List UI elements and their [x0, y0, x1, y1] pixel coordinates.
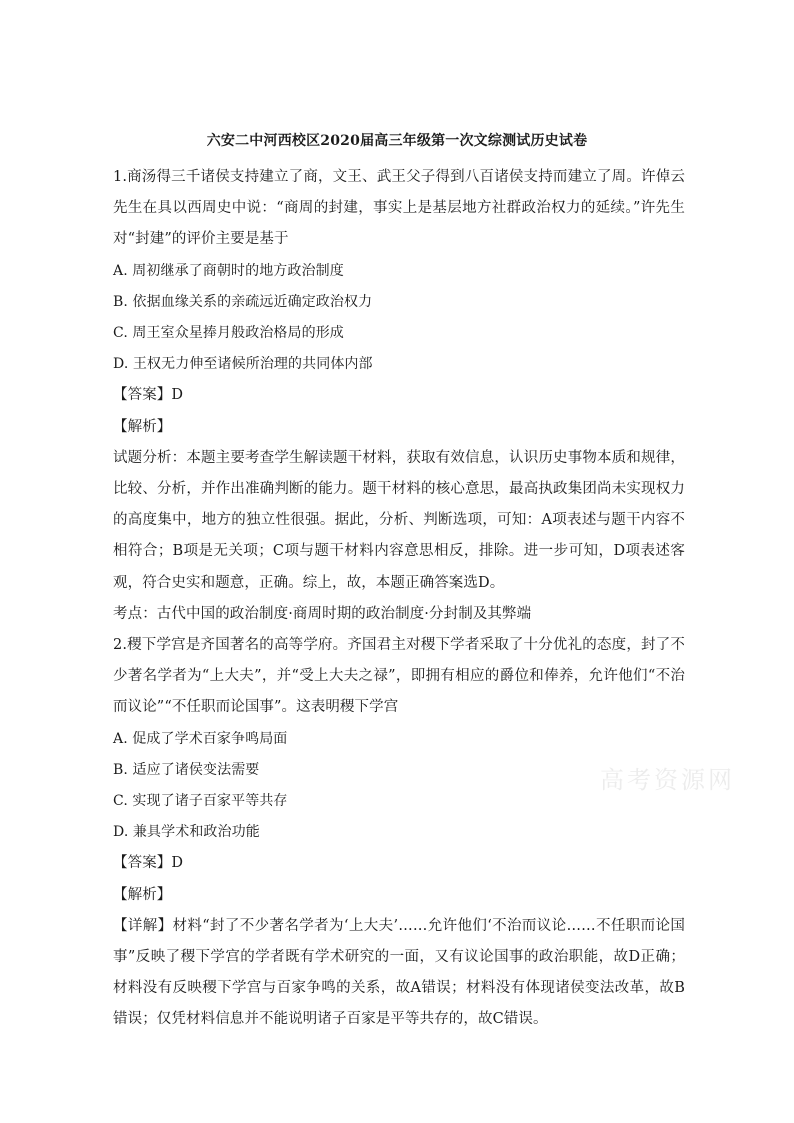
question-2-option-b: B. 适应了诸侯变法需要 — [113, 761, 260, 778]
question-2-analysis-label: 【解析】 — [113, 886, 172, 903]
document-title: 六安二中河西校区2020届高三年级第一次文综测试历史试卷 — [206, 133, 588, 149]
question-2-answer: 【答案】D — [113, 855, 184, 872]
question-1-option-a: A. 周初继承了商朝时的地方政治制度 — [113, 262, 344, 279]
question-1 — [113, 162, 685, 630]
question-2-option-d: D. 兼具学术和政治功能 — [113, 824, 260, 841]
question-1-option-d: D. 王权无力伸至诸候所治理的共同体内部 — [113, 356, 373, 373]
question-1-answer: 【答案】D — [113, 387, 184, 404]
question-1-stem: 1.商汤得三千诸侯支持建立了商，文王、武王父子得到八百诸侯支持而建立了周。许倬云先生在具以西周史中说：“商周的封建，事实上是基层地方社群政治权力的延续。”许先生对“封建”的评价主要是基于 — [113, 169, 685, 248]
question-2 — [113, 630, 685, 1036]
question-2-option-a: A. 促成了学术百家争鸣局面 — [113, 730, 288, 747]
question-1-kaodian: 考点：古代中国的政治制度·商周时期的政治制度·分封制及其弊端 — [113, 605, 532, 622]
question-1-analysis: 试题分析：本题主要考查学生解读题干材料，获取有效信息，认识历史事物本质和规律，比较、分析，并作出准确判断的能力。题干材料的核心意思，最高执政集团尚未实现权力的高度集中，地方的独立性很强。据此，分析、判断选项，可知：A项表述与题干内容不相符合；B项是无关项；C项与题干材料内容意思相反，排除。进一步可知，D项表述客观，符合史实和题意，正确。综上，故，本题正确答案选D。 — [113, 449, 685, 591]
document-body — [113, 162, 685, 1036]
question-2-stem: 2.稷下学宫是齐国著名的高等学府。齐国君主对稷下学者采取了十分优礼的态度，封了不少著名学者为“上大夫”，并“受上大夫之禄”，即拥有相应的爵位和俸养，允许他们“不治而议论”“不任职而论国事”。这表明稷下学宫 — [113, 637, 685, 716]
question-1-option-c: C. 周王室众星捧月般政治格局的形成 — [113, 325, 344, 342]
watermark: 高考资源网 — [600, 766, 735, 794]
question-1-analysis-label: 【解析】 — [113, 418, 172, 435]
question-1-option-b: B. 依据血缘关系的亲疏远近确定政治权力 — [113, 293, 373, 310]
question-2-analysis: 【详解】材料“封了不少著名学者为‘上大夫’……允许他们‘不治而议论……不任职而论国事”反映了稷下学宫的学者既有学术研究的一面，又有议论国事的政治职能，故D正确；材料没有反映稷下学宫与百家争鸣的关系，故A错误；材料没有体现诸侯变法改革，故B错误；仅凭材料信息并不能说明诸子百家是平等共存的，故C错误。 — [113, 917, 685, 1028]
question-2-option-c: C. 实现了诸子百家平等共存 — [113, 793, 288, 810]
